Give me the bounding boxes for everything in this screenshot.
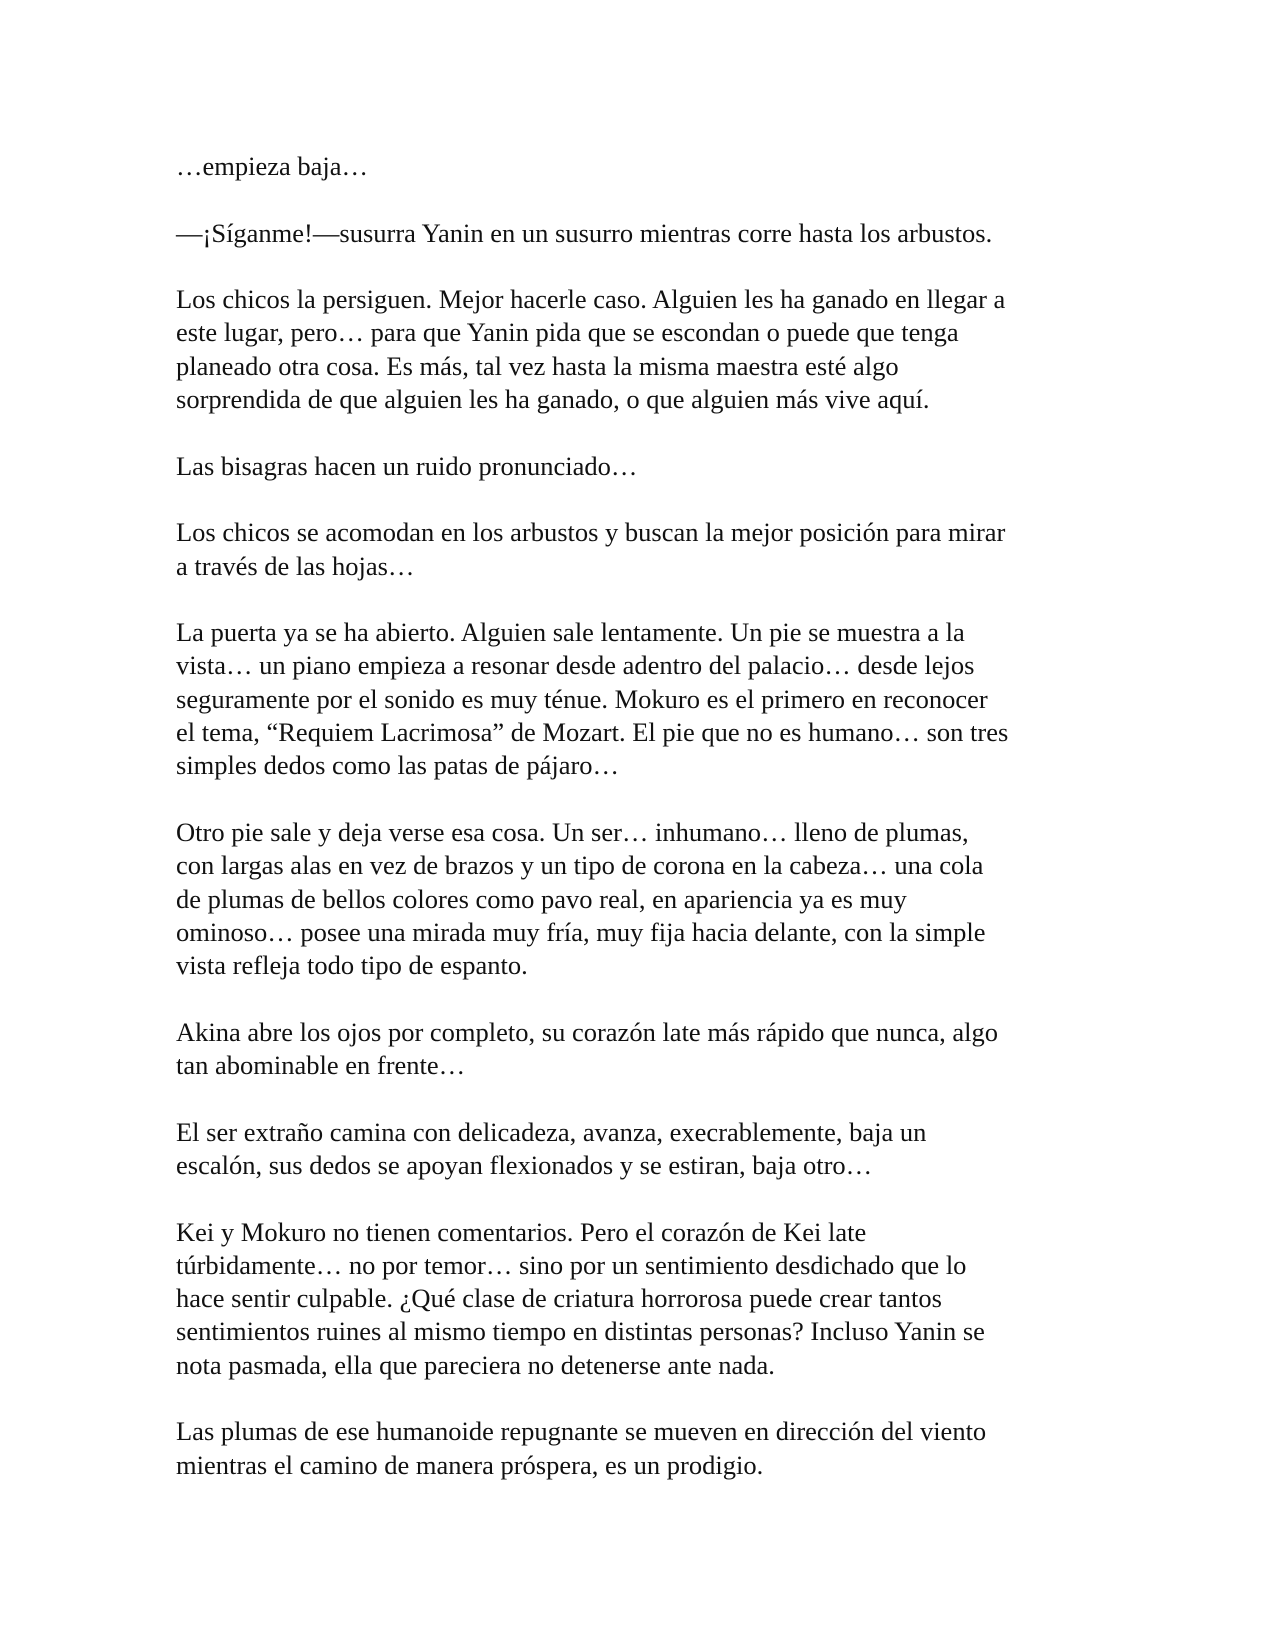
document-body: [176, 150, 1106, 1515]
paragraph: El ser extraño camina con delicadeza, avanza, execrablemente, baja un escalón, sus dedos se apoyan flexionados y se estiran, baja otro…: [176, 1116, 927, 1180]
paragraph: Las plumas de ese humanoide repugnante se mueven en dirección del viento mientras el camino de manera próspera, es un prodigio.: [176, 1416, 987, 1480]
paragraph: …empieza baja…: [176, 151, 369, 181]
paragraph: Los chicos la persiguen. Mejor hacerle caso. Alguien les ha ganado en llegar a este lugar, pero… para que Yanin pida que se escondan o puede que tenga planeado otra cosa. Es más, tal vez hasta la misma maestra esté algo sorprendida de que alguien les ha ganado, o que alguien más vive aquí.: [176, 284, 1006, 415]
paragraph: Akina abre los ojos por completo, su corazón late más rápido que nunca, algo tan abominable en frente…: [176, 1016, 998, 1081]
paragraph: Los chicos se acomodan en los arbustos y buscan la mejor posición para mirar a través de las hojas…: [176, 517, 1006, 581]
paragraph: Las bisagras hacen un ruido pronunciado…: [176, 450, 638, 481]
paragraph: Kei y Mokuro no tienen comentarios. Pero el corazón de Kei late túrbidamente… no por temor… sino por un sentimiento desdichado que lo hace sentir culpable. ¿Qué clase de criatura horrorosa puede crear tantos sentimientos ruines al mismo tiempo en distintas personas? Incluso Yanin se nota pasmada, ella que pareciera no detenerse ante nada.: [176, 1216, 985, 1380]
paragraph: —¡Síganme!—susurra Yanin en un susurro mientras corre hasta los arbustos.: [176, 217, 993, 248]
paragraph: La puerta ya se ha abierto. Alguien sale lentamente. Un pie se muestra a la vista… un piano empieza a resonar desde adentro del palacio… desde lejos seguramente por el sonido es muy ténue. Mokuro es el primero en reconocer el tema, “Requiem Lacrimosa” de Mozart. El pie que no es humano… son tres simples dedos como las patas de pájaro…: [176, 617, 1009, 781]
paragraph: Otro pie sale y deja verse esa cosa. Un ser… inhumano… lleno de plumas, con largas alas en vez de brazos y un tipo de corona en la cabeza… una cola de plumas de bellos colores como pavo real, en apariencia ya es muy ominoso… posee una mirada muy fría, muy fija hacia delante, con la simple vista refleja todo tipo de espanto.: [176, 816, 986, 981]
